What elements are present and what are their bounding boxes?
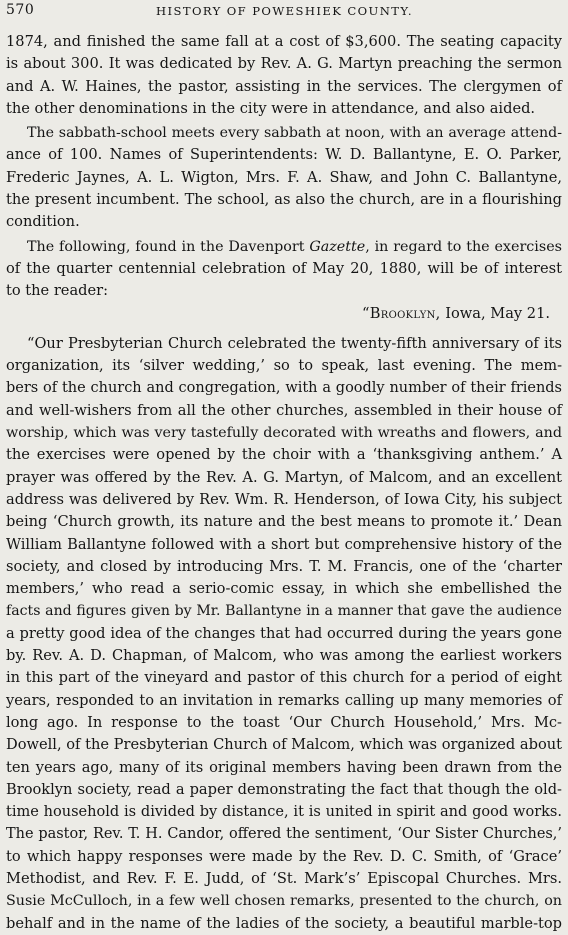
text-line: the exercises were opened by the choir with a ‘thanksgiving anthem.’ A [6, 446, 562, 464]
paragraph-gazette-intro [6, 236, 562, 303]
text-line: William Ballantyne followed with a short but comprehensive history of the [6, 535, 562, 553]
text-line: members,’ who read a serio-comic essay, in which she embellished the [6, 580, 562, 598]
text-line: The sabbath-school meets every sabbath at noon, with an average attend- [27, 125, 562, 142]
text-line: Dowell, of the Presbyterian Church of Malcom, which was organized about [6, 736, 562, 754]
text-line: to the reader: [6, 282, 109, 300]
text-fragment: , in regard to the exercises [365, 238, 562, 255]
text-line: and well-wishers from all the other churches, assembled in their house of [6, 401, 562, 419]
dateline-date: Iowa, May 21. [440, 304, 550, 322]
dateline-place: “Brooklyn, [362, 304, 441, 322]
text-line: ten years ago, many of its original members having been drawn from the [6, 758, 562, 776]
text-line: The pastor, Rev. T. H. Candor, offered the sentiment, ‘Our Sister Churches,’ [6, 826, 562, 843]
text-line: behalf and in the name of the ladies of the society, a beautiful marble-top [6, 914, 562, 932]
text-line: years, responded to an invitation in remarks calling up many memories of [6, 691, 562, 709]
text-line: the present incumbent. The school, as also the church, are in a flourishing [6, 191, 562, 209]
dateline [6, 303, 562, 325]
text-line: a pretty good idea of the changes that had occurred during the years gone [6, 624, 562, 642]
page-number: 570 [6, 2, 35, 18]
page-header [6, 2, 562, 22]
text-line: address was delivered by Rev. Wm. R. Henderson, of Iowa City, his subject [6, 490, 562, 508]
text-line [6, 236, 562, 258]
text-line: ance of 100. Names of Superintendents: W. D. Ballantyne, E. O. Parker, [6, 146, 562, 164]
text-line: being ‘Church growth, its nature and the best means to promote it.’ Dean [6, 513, 562, 531]
text-line: Frederic Jaynes, A. L. Wigton, Mrs. F. A. Shaw, and John C. Ballantyne, [6, 168, 562, 186]
text-line: by. Rev. A. D. Chapman, of Malcom, who was among the earliest workers [6, 647, 562, 665]
quoted-article [6, 333, 562, 935]
text-line: Methodist, and Rev. F. E. Judd, of ‘St. Mark’s’ Episcopal Churches. Mrs. [6, 869, 562, 887]
paragraph-church-dedication [6, 31, 562, 120]
text-line: condition. [6, 213, 80, 231]
text-line: society, and closed by introducing Mrs. T. M. Francis, one of the ‘charter [6, 557, 562, 575]
text-line: worship, which was very tastefully decorated with wreaths and flowers, and [6, 425, 562, 442]
text-line: Brooklyn society, read a paper demonstrating the fact that though the old- [6, 780, 562, 798]
text-line: facts and figures given by Mr. Ballantyne in a manner that gave the audience [6, 603, 562, 620]
text-line: bers of the church and congregation, with a goodly number of their friends [6, 380, 562, 397]
text-line: prayer was offered by the Rev. A. G. Martyn, of Malcom, and an excellent [6, 468, 562, 486]
text-line: the other denominations in the city were in attendance, and also aided. [6, 99, 536, 117]
newspaper-title: Gazette [309, 238, 366, 255]
text-line: Susie McCulloch, in a few well chosen remarks, presented to the church, on [6, 893, 562, 910]
text-line: time household is divided by distance, it is united in spirit and good works. [6, 804, 562, 821]
text-line: long ago. In response to the toast ‘Our Church Household,’ Mrs. Mc- [6, 713, 562, 731]
text-line: to which happy responses were made by the Rev. D. C. Smith, of ‘Grace’ [6, 847, 562, 865]
text-line: organization, its ‘silver wedding,’ so to speak, last evening. The mem- [6, 357, 562, 375]
running-title: HISTORY OF POWESHIEK COUNTY. [156, 4, 414, 18]
paragraph-sabbath-school [6, 122, 562, 233]
text-fragment: The following, found in the Davenport [27, 238, 310, 255]
text-line: is about 300. It was dedicated by Rev. A. G. Martyn preaching the sermon [6, 55, 562, 73]
text-line: “Our Presbyterian Church celebrated the twenty-fifth anniversary of its [27, 334, 562, 352]
text-line: in this part of the vineyard and pastor of this church for a period of eight [6, 669, 562, 687]
page-body [6, 31, 562, 935]
text-line: 1874, and finished the same fall at a cost of $3,600. The seating capacity [6, 33, 562, 50]
text-line: of the quarter centennial celebration of May 20, 1880, will be of interest [6, 259, 562, 277]
text-line: and A. W. Haines, the pastor, assisting in the services. The clergymen of [6, 77, 562, 95]
